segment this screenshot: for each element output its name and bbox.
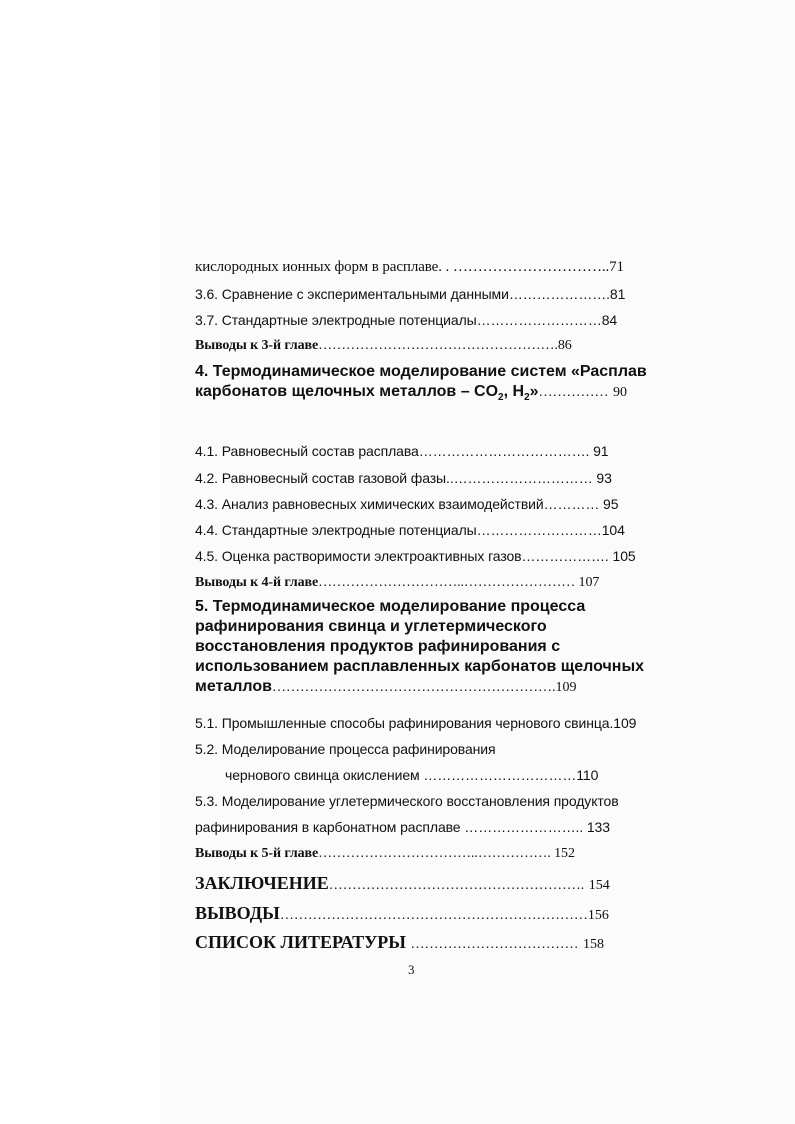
toc-page-number: 158: [582, 937, 604, 952]
toc-entry-5-2[interactable]: [195, 740, 496, 758]
toc-entry-conclusions-ch3[interactable]: [195, 337, 572, 355]
toc-entry-title: 4.5. Оценка растворимости электроактивных газов: [195, 548, 522, 564]
toc-page-number: 107: [578, 575, 600, 590]
toc-entry-title: 4.1. Равновесный состав расплава: [195, 443, 419, 459]
toc-entry-title: кислородных ионных форм в расплаве.: [195, 259, 442, 275]
toc-page-number: 152: [554, 846, 575, 861]
chapter-title-part: »: [529, 383, 539, 400]
toc-page-number: 105: [612, 548, 636, 564]
chapter-title-line: рафинирования свинца и углетермического: [195, 618, 547, 635]
chapter-title-part: металлов: [195, 678, 272, 695]
toc-leader: ……………………..: [464, 819, 584, 835]
toc-entry-title: 4.2. Равновесный состав газовой фазы: [195, 470, 447, 486]
toc-entry-findings[interactable]: [195, 902, 609, 927]
chapter-title-line: 4. Термодинамическое моделирование систем «Расплав: [195, 363, 647, 380]
subscript: 2: [524, 392, 530, 404]
toc-page-number: 93: [596, 470, 612, 486]
page-number: 3: [408, 962, 415, 977]
toc-entry-title: СПИСОК ЛИТЕРАТУРЫ: [195, 932, 406, 952]
toc-entry-title: 4.4. Стандартные электродные потенциалы: [195, 522, 477, 538]
chapter-title-part: карбонатов щелочных металлов – CO: [195, 383, 499, 400]
toc-leader: ……………: [538, 385, 609, 400]
toc-page-number: 156: [587, 908, 609, 923]
toc-entry-title: 5.3. Моделирование углетермического восстановления продуктов: [195, 793, 619, 809]
toc-entry-4-4[interactable]: [195, 521, 625, 539]
toc-entry-3-6[interactable]: [195, 285, 625, 303]
subscript: 2: [498, 392, 504, 404]
toc-entry-5-3[interactable]: [195, 792, 619, 810]
chapter-title-line: 5. Термодинамическое моделирование процесса: [195, 598, 586, 615]
toc-entry-conclusions-ch4[interactable]: [195, 574, 599, 592]
toc-entry-title: ВЫВОДЫ: [195, 903, 280, 923]
toc-entry-conclusion[interactable]: [195, 872, 610, 897]
toc-entry-5-2-continued[interactable]: [225, 766, 598, 784]
toc-chapter-4[interactable]: [195, 362, 647, 408]
toc-leader: …………………………………………….: [318, 338, 558, 353]
toc-page-number: 110: [576, 767, 599, 783]
toc-leader: ………………………………: [410, 937, 579, 952]
toc-entry-title: рафинирования в карбонатном расплаве: [195, 819, 461, 835]
toc-page-number: 90: [612, 385, 627, 400]
toc-entry-4-5[interactable]: [195, 547, 636, 565]
toc-leader: ……………………………..…………….: [318, 846, 551, 861]
toc-leader: . …………………………..: [445, 259, 610, 275]
toc-page-number: 86: [557, 338, 572, 353]
toc-leader: …………………………………………………………: [279, 908, 588, 923]
toc-page-number: .81: [606, 286, 626, 302]
toc-page-number: 109: [555, 680, 577, 695]
toc-page-number: 71: [609, 259, 624, 275]
toc-entry-title: 5.1. Промышленные способы рафинирования чернового свинца: [195, 715, 610, 731]
toc-entry-5-1[interactable]: [195, 714, 636, 732]
toc-leader: ……………………………………………….: [328, 878, 585, 893]
toc-entry-title: ЗАКЛЮЧЕНИЕ: [195, 873, 329, 893]
toc-leader: ………………………: [476, 522, 602, 538]
toc-entry-references[interactable]: [195, 931, 604, 956]
toc-leader: …………………………..……………………: [318, 575, 576, 590]
toc-leader: …………………: [508, 286, 607, 302]
chapter-title-part: , H: [503, 383, 525, 400]
toc-entry-3-7[interactable]: [195, 311, 617, 329]
toc-leader: ………………………: [476, 312, 602, 328]
toc-entry-5-3-continued[interactable]: [195, 818, 610, 836]
chapter-title-line: [195, 382, 635, 408]
toc-leader: ……………………………: [423, 767, 577, 783]
toc-page-number: 133: [586, 819, 610, 835]
toc-page-number: 109: [613, 715, 637, 731]
toc-leader: …………: [543, 496, 600, 512]
toc-entry-4-3[interactable]: [195, 495, 618, 513]
toc-entry-title: 3.6. Сравнение с экспериментальными данными: [195, 286, 509, 302]
toc-entry-conclusions-ch5[interactable]: [195, 845, 575, 863]
toc-entry-title: 4.3. Анализ равновесных химических взаимодействий: [195, 496, 544, 512]
toc-leader: …………………………………………………….: [271, 680, 556, 695]
toc-entry-title: чернового свинца окислением: [225, 767, 420, 783]
toc-leader: ..…………………………: [446, 470, 593, 486]
toc-page-number: 154: [588, 878, 610, 893]
toc-leader: ……………………………….: [418, 443, 590, 459]
toc-entry-4-1[interactable]: [195, 442, 608, 460]
toc-entry-3-5-continued[interactable]: [195, 258, 624, 276]
toc-page-number: 95: [603, 496, 619, 512]
toc-entry-title: Выводы к 4-й главе: [195, 575, 319, 590]
toc-entry-title: 3.7. Стандартные электродные потенциалы: [195, 312, 477, 328]
chapter-title-line: [195, 677, 635, 698]
chapter-title-line: использованием расплавленных карбонатов щелочных: [195, 658, 645, 675]
toc-entry-title: Выводы к 5-й главе: [195, 846, 319, 861]
toc-page-number: 84: [601, 312, 618, 328]
toc-page-number: 91: [593, 443, 609, 459]
toc-entry-title: 5.2. Моделирование процесса рафинирования: [195, 741, 496, 757]
toc-entry-4-2[interactable]: [195, 469, 612, 487]
toc-page-number: 104: [601, 522, 625, 538]
toc-chapter-5[interactable]: [195, 597, 645, 698]
toc-leader: ……………….: [521, 548, 609, 564]
chapter-title-line: восстановления продуктов рафинирования с: [195, 638, 561, 655]
toc-leader: .: [609, 715, 614, 731]
toc-entry-title: Выводы к 3-й главе: [195, 338, 319, 353]
